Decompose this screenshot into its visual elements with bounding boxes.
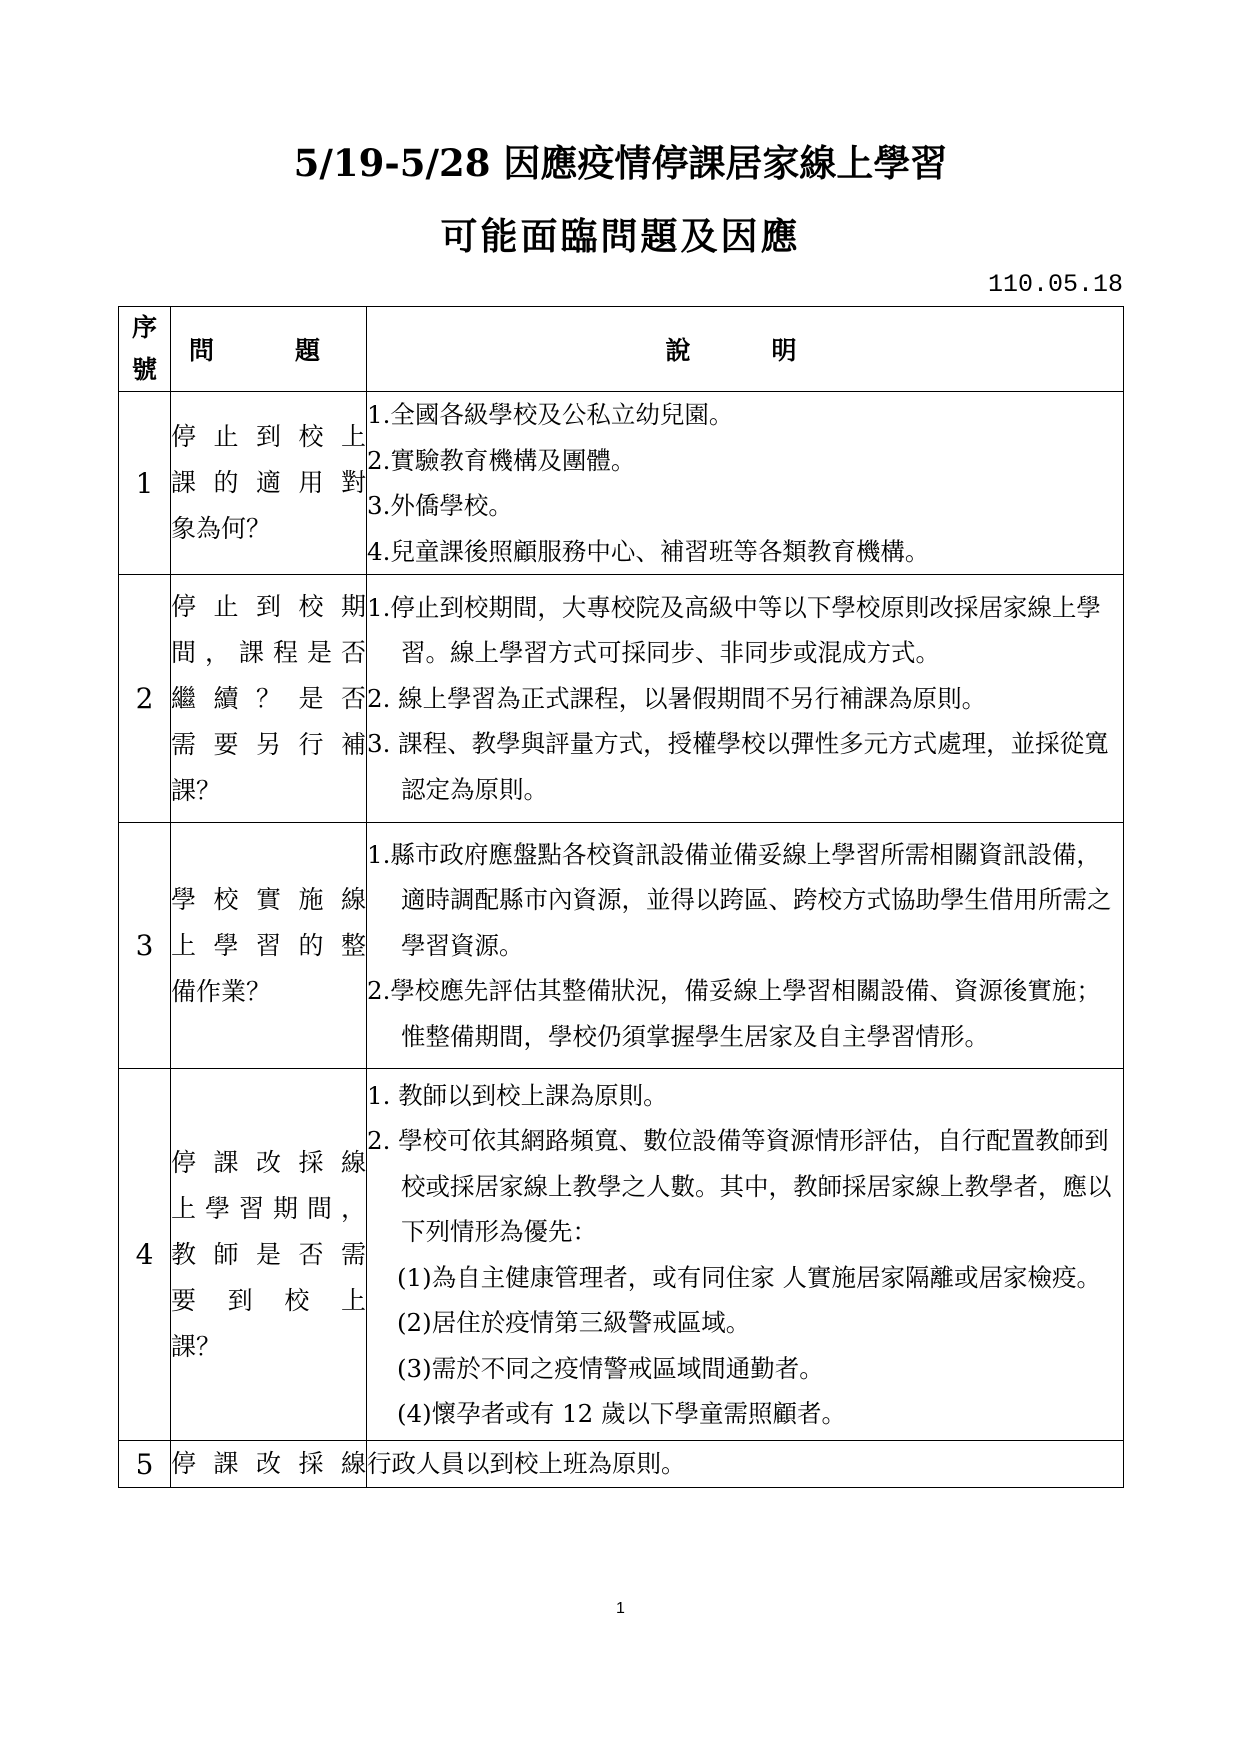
list-item: 1.全國各級學校及公私立幼兒園。 bbox=[367, 400, 734, 429]
sub-list-item: (3)需於不同之疫情警戒區域間通勤者。 bbox=[397, 1353, 824, 1383]
page-number: 1 bbox=[616, 1600, 625, 1617]
document-date: 110.05.18 bbox=[987, 270, 1123, 299]
list-item: 3. 課程、教學與評量方式，授權學校以彈性多元方式處理，並採從寬認定為原則。 bbox=[367, 729, 1109, 804]
sub-list-item: (1)為自主健康管理者，或有同住家 人實施居家隔離或居家檢疫。 bbox=[397, 1262, 1101, 1292]
row-number: 5 bbox=[119, 1441, 171, 1488]
list-item: 1. 教師以到校上課為原則。 bbox=[367, 1080, 668, 1110]
row-explanation bbox=[367, 1069, 1124, 1441]
list-item: 1.停止到校期間，大專校院及高級中等以下學校原則改採居家線上學習。線上學習方式可採同步、非同步或混成方式。 bbox=[367, 592, 1101, 668]
table-row bbox=[119, 1441, 1124, 1488]
list-item: 2.實驗教育機構及團體。 bbox=[367, 445, 636, 475]
qa-table bbox=[118, 306, 1124, 1488]
list-item: 2. 線上學習為正式課程，以暑假期間不另行補課為原則。 bbox=[367, 683, 987, 713]
list-item: 4.兒童課後照顧服務中心、補習班等各類教育機構。 bbox=[367, 536, 930, 566]
row-question: 停止到校期 間，課程是否 繼續？是否 需要另行補 課？ bbox=[171, 575, 367, 823]
list-item: 3.外僑學校。 bbox=[367, 491, 513, 520]
header-explanation: 說 明 bbox=[367, 307, 1124, 392]
list-item: 行政人員以到校上班為原則。 bbox=[367, 1449, 686, 1479]
row-question: 停課改採線 bbox=[171, 1441, 367, 1488]
table-header-row bbox=[119, 307, 1124, 392]
list-item: 2.學校應先評估其整備狀況，備妥線上學習相關設備、資源後實施；惟整備期間，學校仍須掌握學生居家及自主學習情形。 bbox=[367, 976, 1101, 1051]
list-item: 1.縣市政府應盤點各校資訊設備並備妥線上學習所需相關資訊設備，適時調配縣市內資源，並得以跨區、跨校方式協助學生借用所需之學習資源。 bbox=[367, 839, 1112, 960]
row-explanation bbox=[367, 823, 1124, 1069]
sub-list-item: (2)居住於疫情第三級警戒區域。 bbox=[397, 1308, 751, 1337]
row-number: 4 bbox=[119, 1069, 171, 1441]
row-explanation bbox=[367, 392, 1124, 575]
row-number: 2 bbox=[119, 575, 171, 823]
header-number: 序 號 bbox=[119, 307, 171, 392]
row-explanation bbox=[367, 575, 1124, 823]
table-row bbox=[119, 1069, 1124, 1441]
table-row bbox=[119, 392, 1124, 575]
document-subtitle: 可能面臨問題及因應 bbox=[440, 214, 801, 258]
row-explanation bbox=[367, 1441, 1124, 1488]
row-question: 學校實施線 上學習的整 備作業？ bbox=[171, 823, 367, 1069]
list-item: 2. 學校可依其網路頻寬、數位設備等資源情形評估，自行配置教師到校或採居家線上教學之人數。其中，教師採居家線上教學者，應以下列情形為優先： bbox=[367, 1126, 1112, 1246]
table-row bbox=[119, 575, 1124, 823]
row-number: 1 bbox=[119, 392, 171, 575]
row-question: 停課改採線 上學習期間， 教師是否需 要到校上 課？ bbox=[171, 1069, 367, 1441]
row-question: 停止到校上 課的適用對 象為何？ bbox=[171, 392, 367, 575]
header-question: 問 題 bbox=[171, 307, 367, 392]
table-row bbox=[119, 823, 1124, 1069]
document-title: 5/19-5/28 因應疫情停課居家線上學習 bbox=[293, 141, 948, 185]
row-number: 3 bbox=[119, 823, 171, 1069]
sub-list-item: (4)懷孕者或有 12 歲以下學童需照顧者。 bbox=[397, 1399, 846, 1428]
